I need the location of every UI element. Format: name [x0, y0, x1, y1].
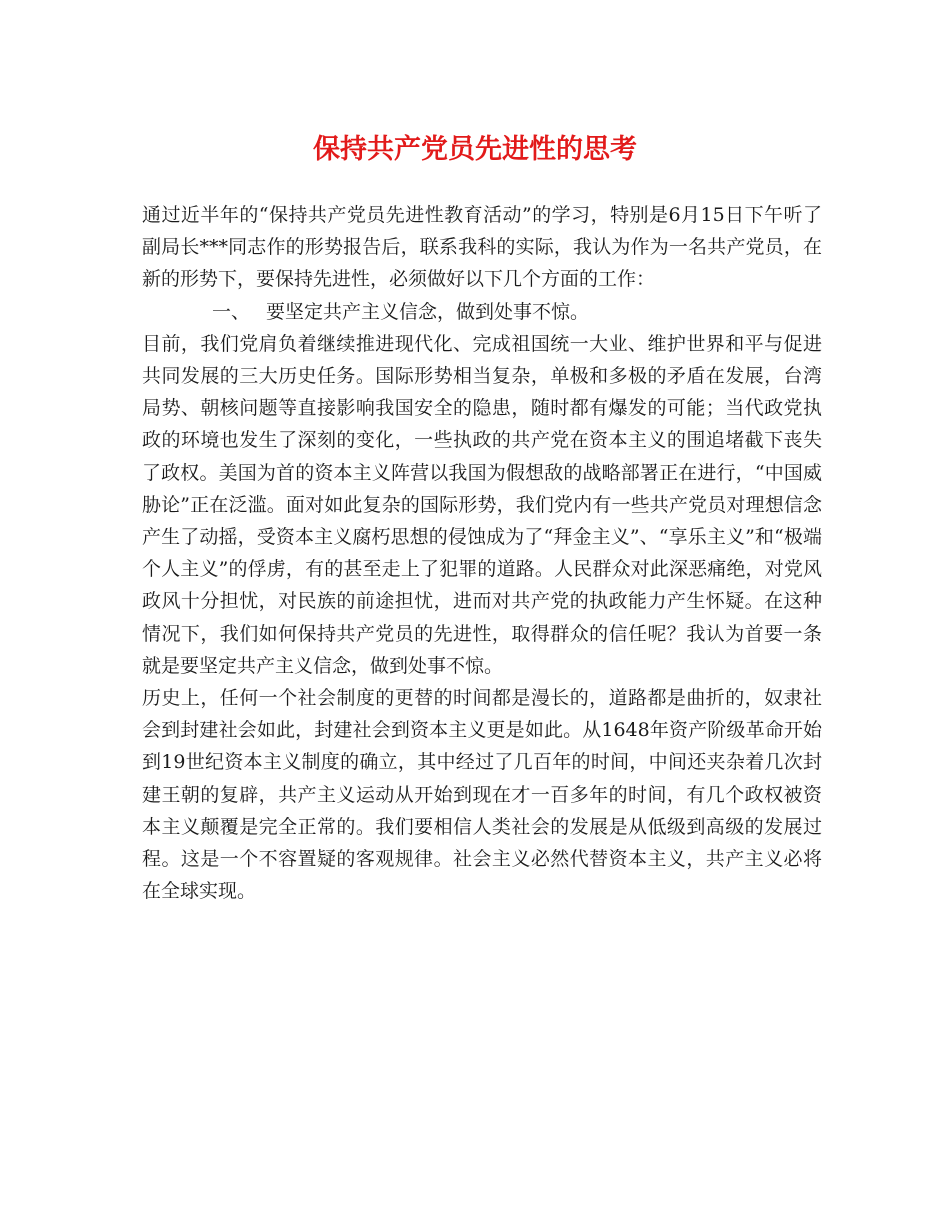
section-heading-text: 要坚定共产主义信念，做到处事不惊。: [266, 300, 590, 323]
page-title: 保持共产党员先进性的思考: [313, 134, 637, 165]
body-paragraph-1: 目前，我们党肩负着继续推进现代化、完成祖国统一大业、维护世界和平与促进共同发展的三大历史任务。国际形势相当复杂，单极和多极的矛盾在发展，台湾局势、朝核问题等直接影响我国安全的隐患，随时都有爆发的可能；当代政党执政的环境也发生了深刻的变化，一些执政的共产党在资本主义的围追堵截下丧失了政权。美国为首的资本主义阵营以我国为假想敌的战略部署正在进行，“中国威胁论”正在泛滥。面对如此复杂的国际形势，我们党内有一些共产党员对理想信念产生了动摇，受资本主义腐朽思想的侵蚀成为了“拜金主义”、“享乐主义”和“极端个人主义”的俘虏，有的甚至走上了犯罪的道路。人民群众对此深恶痛绝，对党风政风十分担忧，对民族的前途担忧，进而对共产党的执政能力产生怀疑。在这种情况下，我们如何保持共产党员的先进性，取得群众的信任呢？我认为首要一条就是要坚定共产主义信念，做到处事不惊。: [142, 332, 822, 677]
section-heading: [142, 296, 822, 328]
document-body: [142, 199, 822, 907]
section-number: 一、: [212, 300, 251, 323]
intro-paragraph: 通过近半年的“保持共产党员先进性教育活动”的学习，特别是6月15日下午听了副局长***同志作的形势报告后，联系我科的实际，我认为作为一名共产党员，在新的形势下，要保持先进性，必须做好以下几个方面的工作：: [142, 204, 822, 291]
body-paragraph-2: 历史上，任何一个社会制度的更替的时间都是漫长的，道路都是曲折的，奴隶社会到封建社会如此，封建社会到资本主义更是如此。从1648年资产阶级革命开始到19世纪资本主义制度的确立，其中经过了几百年的时间，中间还夹杂着几次封建王朝的复辟，共产主义运动从开始到现在才一百多年的时间，有几个政权被资本主义颠覆是完全正常的。我们要相信人类社会的发展是从低级到高级的发展过程。这是一个不容置疑的客观规律。社会主义必然代替资本主义，共产主义必将在全球实现。: [142, 687, 822, 903]
